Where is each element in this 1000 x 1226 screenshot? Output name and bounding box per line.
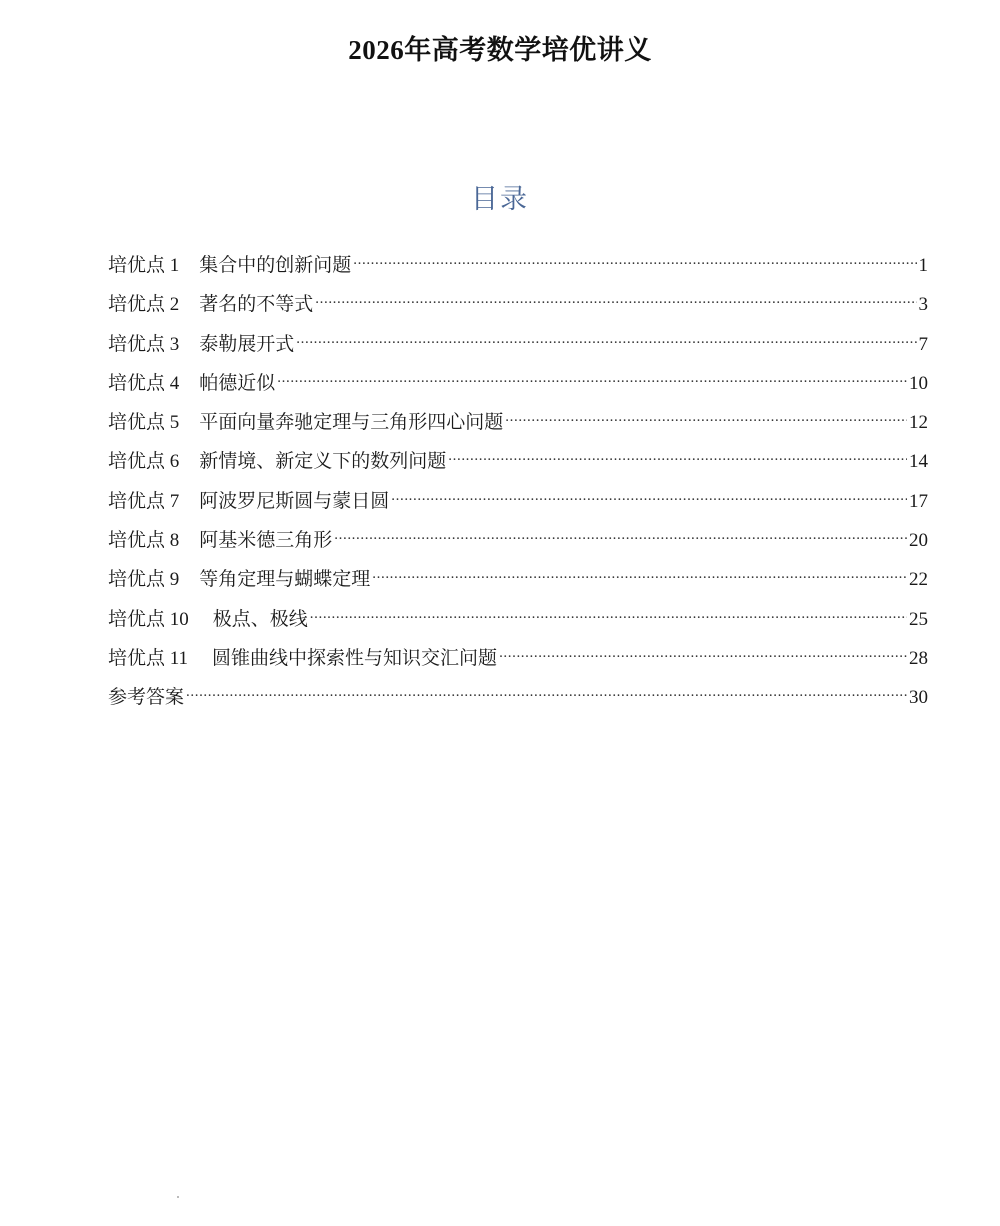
dot-leader [353,252,916,271]
dot-leader [186,684,907,703]
document-title: 2026年高考数学培优讲义 [348,35,652,65]
toc-entry-title: 著名的不等式 [199,294,314,316]
toc-entry-page: 12 [909,412,928,434]
toc-entry-page: 7 [918,333,928,355]
toc-entry-title: 帕德近似 [199,372,276,394]
toc-entry[interactable] [108,407,928,446]
toc-entry[interactable] [108,250,928,289]
dot-leader [391,488,907,507]
dot-leader [334,527,907,546]
toc-entry-label: 培优点 3 [108,333,180,355]
toc-entry-label: 培优点 2 [108,294,180,316]
toc-entry-title: 等角定理与蝴蝶定理 [199,569,371,591]
toc-entry-title: 参考答案 [108,687,185,709]
dot-leader [448,448,907,467]
toc-entry-page: 28 [909,647,928,669]
toc-entry-answers[interactable] [108,682,928,721]
table-of-contents [108,250,928,722]
toc-entry-title: 集合中的创新问题 [199,255,352,276]
toc-entry-title: 平面向量奔驰定理与三角形四心问题 [199,412,504,434]
toc-entry[interactable] [108,289,928,328]
toc-entry-page: 30 [909,687,928,709]
dot-leader [505,409,907,428]
toc-entry-page: 25 [909,608,928,630]
toc-entry[interactable] [108,446,928,485]
toc-entry-label: 培优点 8 [108,530,180,552]
dot-leader [372,566,907,585]
toc-entry-title: 阿波罗尼斯圆与蒙日圆 [199,490,390,512]
dot-leader [499,645,907,664]
toc-entry[interactable] [108,564,928,603]
toc-entry-label: 培优点 1 [108,255,180,276]
toc-entry[interactable] [108,525,928,564]
toc-entry-title: 新情境、新定义下的数列问题 [199,451,447,473]
toc-entry-label: 培优点 7 [108,490,180,512]
toc-entry-page: 20 [909,530,928,552]
toc-entry-label: 培优点 5 [108,412,180,434]
toc-entry-page: 14 [909,451,928,473]
toc-entry-page: 1 [918,255,928,276]
toc-entry-label: 培优点 11 [108,647,189,669]
dot-leader [277,370,907,389]
toc-entry-title: 圆锥曲线中探索性与知识交汇问题 [212,647,498,669]
toc-entry-label: 培优点 6 [108,451,180,473]
toc-entry-page: 17 [909,490,928,512]
dot-leader [315,291,916,310]
toc-entry-title: 极点、极线 [212,608,308,630]
toc-entry-label: 培优点 10 [108,608,189,630]
dot-leader [296,331,916,350]
toc-entry-page: 22 [909,569,928,591]
toc-entry[interactable] [108,368,928,407]
toc-entry-title: 泰勒展开式 [199,333,295,355]
toc-entry[interactable] [108,604,928,643]
toc-entry[interactable] [108,329,928,368]
toc-entry-title: 阿基米德三角形 [199,530,333,552]
toc-entry-label: 培优点 9 [108,569,180,591]
toc-entry-page: 3 [918,294,928,316]
toc-entry-label: 培优点 4 [108,372,180,394]
scan-artifact-dot [177,1196,179,1198]
toc-entry[interactable] [108,643,928,682]
toc-heading: 目录 [471,184,529,214]
toc-entry-page: 10 [909,372,928,394]
toc-entry[interactable] [108,486,928,525]
dot-leader [310,606,907,625]
